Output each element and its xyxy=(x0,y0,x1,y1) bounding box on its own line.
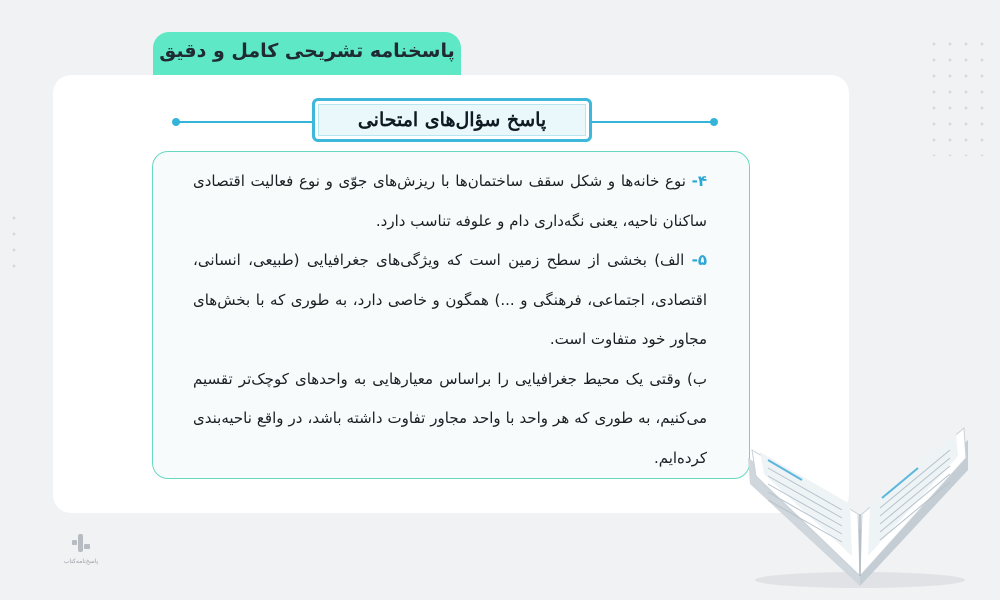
answer-item-5b xyxy=(193,360,707,479)
answer-box xyxy=(152,151,750,479)
answer-item-4 xyxy=(193,162,707,241)
title-rule-left xyxy=(175,121,315,123)
open-book-image xyxy=(742,380,974,592)
title-rule-right xyxy=(588,121,715,123)
answer-number: ۵- xyxy=(691,251,707,269)
answer-number: ۴- xyxy=(691,172,707,190)
answer-text: ب) وقتی یک محیط جغرافیایی را براساس معیارهایی به واحدهای کوچک‌تر تقسیم می‌کنیم، به طوری که هر واحد با واحد مجاور تفاوت داشته باشد، در واقع ناحیه‌بندی کرده‌ایم. xyxy=(193,369,707,467)
section-title-box xyxy=(312,98,592,142)
answer-text: الف) بخشی از سطح زمین است که ویژگی‌های جغرافیایی (طبیعی، انسانی، اقتصادی، اجتماعی، فرهنگی و ...) همگون و خاصی دارد، به طوری که با بخش‌های مجاور خود متفاوت است. xyxy=(193,251,707,348)
brand-logo xyxy=(62,532,100,565)
answer-text: نوع خانه‌ها و شکل سقف ساختمان‌ها با ریزش‌های جوّی و نوع فعالیت اقتصادی ساکنان ناحیه، یعنی نگه‌داری دام و علوفه تناسب دارد. xyxy=(193,172,707,230)
brand-logo-caption: پاسخ‌نامه‌کتاب xyxy=(63,558,99,565)
answer-item-5a xyxy=(193,241,707,360)
decorative-dots-left xyxy=(6,210,28,268)
header-tab-label: پاسخنامه تشریحی کامل و دقیق xyxy=(159,40,455,62)
decorative-dots-right xyxy=(926,36,986,156)
section-title: پاسخ سؤال‌های امتحانی xyxy=(357,109,547,131)
brand-logo-icon xyxy=(70,532,92,558)
